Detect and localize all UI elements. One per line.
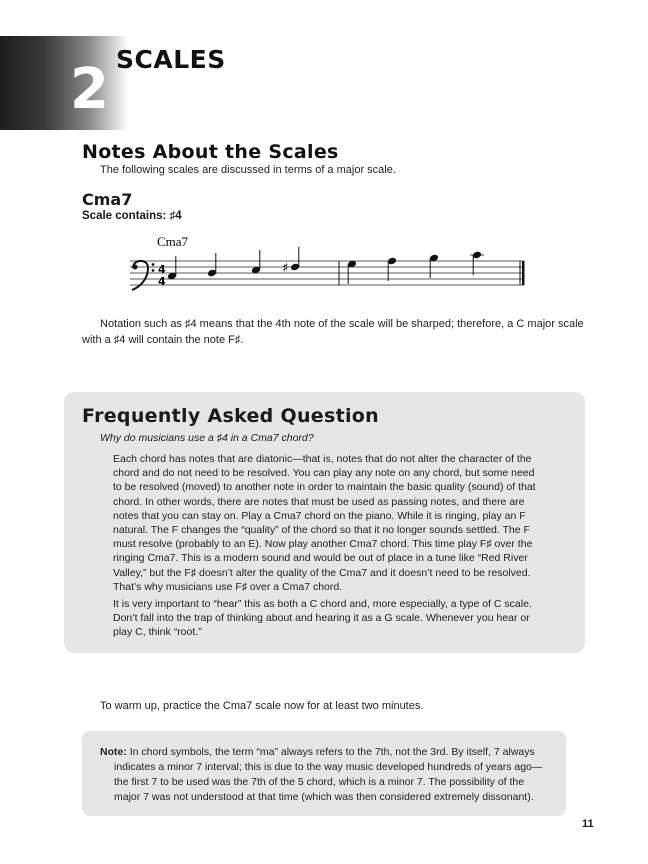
notes-layer bbox=[167, 247, 484, 284]
faq-answer-line: ringing Cma7. This is a modern sound and would be out of place in a tune like “Red River bbox=[113, 552, 528, 565]
chapter-number: 2 bbox=[70, 57, 107, 122]
note-label: Note: bbox=[100, 746, 127, 758]
page-number: 11 bbox=[582, 818, 594, 830]
section-heading: Notes About the Scales bbox=[82, 141, 339, 163]
section-intro: The following scales are discussed in terms of a major scale. bbox=[100, 164, 396, 176]
faq-answer-line: chord and do not need to be resolved. You can play any note on any chord, but some need bbox=[113, 467, 535, 480]
scale-contains: Scale contains: ♯4 bbox=[82, 210, 182, 222]
faq-answer-line: notes that you can stay on. Play a Cma7 chord on the piano. While it is ringing, play an F bbox=[113, 509, 526, 522]
faq-answer-line: That’s why musicians use F♯ over a Cma7 chord. bbox=[113, 580, 343, 593]
faq-answer-line: to be resolved (moved) to another note in order to maintain the basic quality (sound) of that bbox=[113, 481, 536, 494]
notation-line-2: with a ♯4 will contain the note F♯. bbox=[82, 334, 244, 346]
faq-answer-line: Valley,” but the F♯ doesn’t alter the quality of the Cma7 and it doesn’t need to be resolved. bbox=[113, 566, 531, 579]
bass-clef bbox=[132, 261, 154, 290]
staff-lines bbox=[130, 261, 524, 285]
notation-line-1: Notation such as ♯4 means that the 4th note of the scale will be sharped; therefore, a C major scale bbox=[100, 318, 584, 330]
note-line: indicates a minor 7 interval; this is due to the way music developed hundreds of years ago— bbox=[114, 761, 543, 773]
faq-answer-line: chord. In other words, there are notes that must be used as passing notes, and there are bbox=[113, 495, 525, 508]
time-signature-top: 4 bbox=[158, 263, 166, 276]
time-signature-bottom: 4 bbox=[158, 275, 166, 288]
faq-answer-2 bbox=[113, 597, 543, 640]
scale-name: Cma7 bbox=[82, 190, 133, 209]
faq-title: Frequently Asked Question bbox=[82, 405, 379, 427]
faq-question: Why do musicians use a ♯4 in a Cma7 chord? bbox=[100, 432, 314, 444]
faq-answer-line: natural. The F changes the “quality” of the chord so that it no longer sounds settled. The F bbox=[113, 524, 530, 537]
faq-answer-line: Don’t fall into the trap of thinking about and hearing it as a G scale. Whenever you hear or bbox=[113, 612, 530, 625]
music-staff bbox=[0, 230, 648, 300]
note-line: major 7 was not understood at that time (which was then considered extremely dissonant). bbox=[114, 791, 534, 803]
note-line: the first 7 to be used was the 7th of the 5 chord, which is a minor 7. The possibility of the bbox=[114, 776, 525, 788]
faq-answer-line: play C, think “root.” bbox=[113, 626, 202, 639]
note-first-text: In chord symbols, the term “ma” always refers to the 7th, not the 3rd. By itself, 7 always bbox=[126, 746, 535, 758]
faq-answer-line: Each chord has notes that are diatonic—that is, notes that do not alter the character of the bbox=[113, 453, 532, 465]
faq-answer-line: must resolve (probably to an E). Now play another Cma7 chord. This time play F♯ over the bbox=[113, 538, 533, 551]
chapter-title: SCALES bbox=[116, 45, 226, 74]
staff-chord-label: Cma7 bbox=[157, 234, 189, 249]
faq-answer-1 bbox=[113, 452, 543, 594]
warmup-text: To warm up, practice the Cma7 scale now for at least two minutes. bbox=[100, 700, 424, 712]
note-text bbox=[100, 745, 550, 805]
final-bar-thick bbox=[522, 261, 525, 285]
sharp-accidental: ♯ bbox=[282, 261, 289, 276]
faq-answer-line: It is very important to “hear” this as both a C chord and, more especially, a type of C scale. bbox=[113, 598, 532, 610]
chapter-tab bbox=[0, 36, 128, 130]
note-first-line bbox=[100, 745, 550, 760]
